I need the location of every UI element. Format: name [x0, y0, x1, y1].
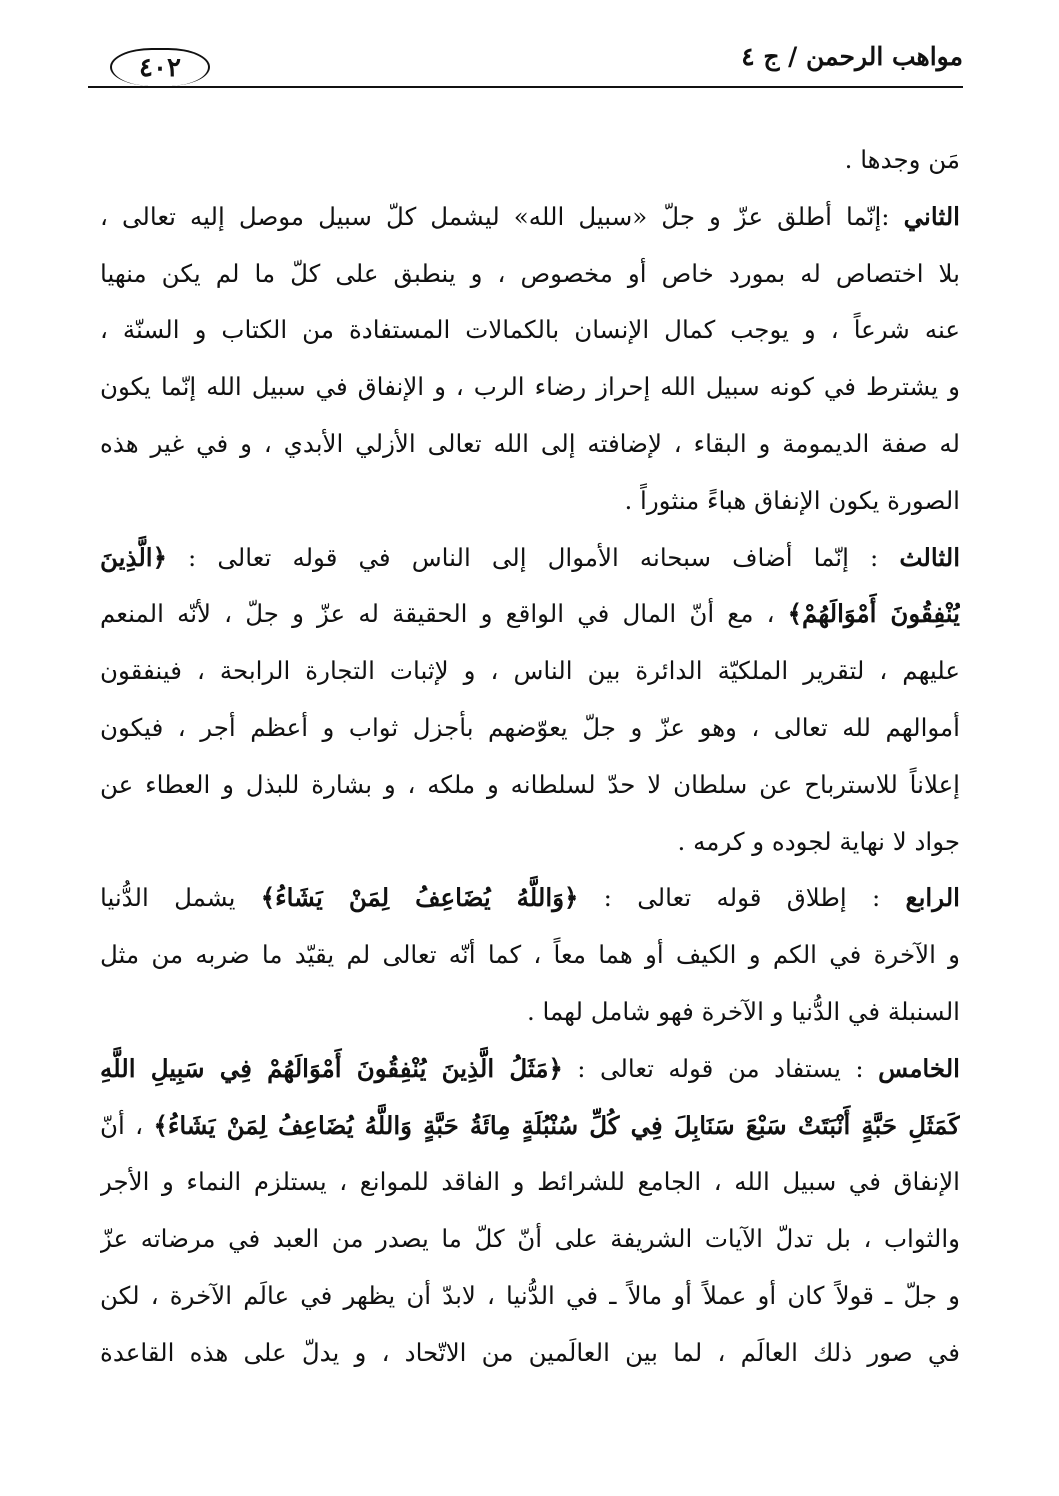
text-line [100, 700, 960, 757]
text-line [100, 416, 960, 473]
page-number: ٤٠٢ [110, 48, 210, 86]
text-line [100, 246, 960, 303]
text-line [100, 1268, 960, 1325]
text-line [100, 530, 960, 587]
text-line [100, 1154, 960, 1211]
bold-segment: ﴿وَاللَّهُ يُضَاعِفُ لِمَنْ يَشَاءُ﴾ [260, 883, 579, 913]
text-segment: يشمل الدُّنيا [100, 883, 261, 913]
text-segment: له صفة الديمومة و البقاء ، لإضافته إلى الله تعالى الأزلي الأبدي ، و في غير هذه [100, 428, 960, 458]
text-segment: إعلاناً للاسترباح عن سلطان لا حدّ لسلطانه و ملكه ، و بشارة للبذل و العطاء عن [100, 769, 960, 799]
text-line [100, 1325, 960, 1382]
text-line [100, 189, 960, 246]
text-line [100, 586, 960, 643]
bold-segment: يُنْفِقُونَ أَمْوَالَهُمْ﴾ [787, 599, 960, 629]
bold-segment: الثاني [903, 201, 960, 231]
bold-segment: كَمَثَلِ حَبَّةٍ أَنْبَتَتْ سَبْعَ سَنَابِلَ فِي كُلِّ سُنْبُلَةٍ مِائَةُ حَبَّةٍ وَاللَّهُ يُضَاعِفُ لِمَنْ يَشَاءُ﴾ [153, 1110, 960, 1140]
text-segment: عنه شرعاً ، و يوجب كمال الإنسان بالكمالات المستفادة من الكتاب و السنّة ، [100, 315, 960, 345]
text-segment: الإنفاق في سبيل الله ، الجامع للشرائط و الفاقد للموانع ، يستلزم النماء و الأجر [100, 1167, 960, 1197]
body-text [100, 132, 960, 1382]
text-segment: مَن وجدها . [844, 145, 960, 174]
running-title: مواهب الرحمن / ج ٤ [741, 42, 963, 71]
text-segment: والثواب ، بل تدلّ الآيات الشريفة على أنّ كلّ ما يصدر من العبد في مرضاته عزّ [100, 1224, 960, 1254]
text-line [100, 814, 960, 871]
text-segment: : إطلاق قوله تعالى : [578, 883, 906, 913]
text-segment: :إنّما أطلق عزّ و جلّ «سبيل الله» ليشمل كلّ سبيل موصل إليه تعالى ، [100, 201, 904, 231]
bold-segment: الثالث [899, 542, 960, 572]
text-line [100, 1041, 960, 1098]
text-segment: و يشترط في كونه سبيل الله إحراز رضاء الرب ، و الإنفاق في سبيل الله إنّما يكون [100, 372, 960, 402]
text-segment: جواد لا نهاية لجوده و كرمه . [677, 826, 960, 856]
text-line [100, 927, 960, 984]
text-line [100, 757, 960, 814]
text-line [100, 643, 960, 700]
text-segment: عليهم ، لتقرير الملكيّة الدائرة بين الناس ، و لإثبات التجارة الرابحة ، فينفقون [100, 656, 960, 686]
text-line [100, 1098, 960, 1155]
text-segment: أموالهم لله تعالى ، وهو عزّ و جلّ يعوّضهم بأجزل ثواب و أعظم أجر ، فيكون [100, 712, 960, 742]
text-line [100, 1211, 960, 1268]
running-header [88, 40, 963, 90]
text-line [100, 870, 960, 927]
text-segment: و الآخرة في الكم و الكيف أو هما معاً ، كما أنّه تعالى لم يقيّد ما ضربه من مثل [100, 940, 960, 970]
text-segment: ، مع أنّ المال في الواقع و الحقيقة له عزّ و جلّ ، لأنّه المنعم [100, 599, 788, 629]
text-segment: : إنّما أضاف سبحانه الأموال إلى الناس في قوله تعالى : [166, 542, 900, 572]
text-segment: ، أنّ [100, 1110, 154, 1140]
text-line [100, 359, 960, 416]
text-line [100, 984, 960, 1041]
text-segment: : يستفاد من قوله تعالى : [562, 1053, 879, 1083]
text-segment: بلا اختصاص له بمورد خاص أو مخصوص ، و ينطبق على كلّ ما لم يكن منهيا [100, 258, 960, 288]
text-segment: و جلّ ـ قولاً كان أو عملاً أو مالاً ـ في الدُّنيا ، لابدّ أن يظهر في عالَم الآخرة ، لكن [100, 1280, 960, 1310]
header-rule [88, 86, 963, 88]
bold-segment: الرابع [905, 883, 960, 913]
text-segment: الصورة يكون الإنفاق هباءً منثوراً . [624, 485, 960, 515]
bold-segment: الخامس [878, 1053, 960, 1083]
text-line [100, 302, 960, 359]
text-line [100, 473, 960, 530]
text-segment: السنبلة في الدُّنيا و الآخرة فهو شامل لهما . [526, 996, 960, 1026]
text-line [100, 132, 960, 189]
bold-segment: ﴿مَثَلُ الَّذِينَ يُنْفِقُونَ أَمْوَالَهُمْ فِي سَبِيلِ اللَّهِ [100, 1053, 563, 1083]
bold-segment: ﴿الَّذِينَ [100, 542, 167, 572]
text-segment: في صور ذلك العالَم ، لما بين العالَمين من الاتّحاد ، و يدلّ على هذه القاعدة [100, 1337, 960, 1367]
